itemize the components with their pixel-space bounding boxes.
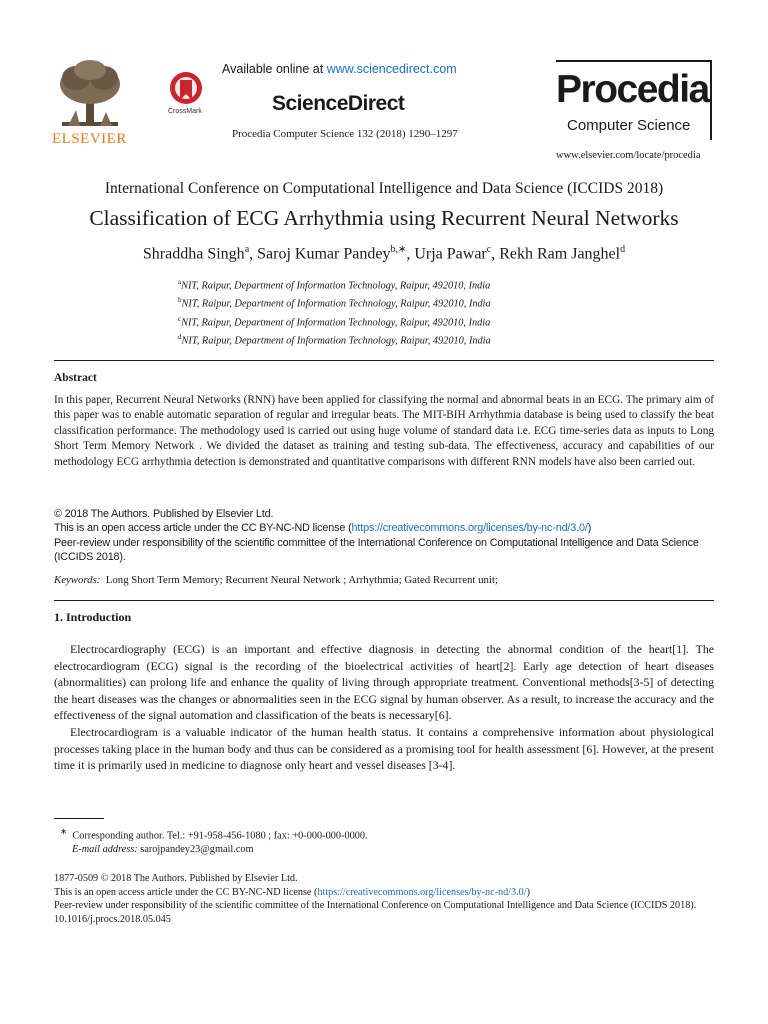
affiliation-list bbox=[178, 275, 491, 349]
author-affiliation-marker: d bbox=[620, 244, 626, 255]
bottom-license-suffix: ) bbox=[526, 886, 530, 898]
author-separator: , bbox=[406, 245, 415, 263]
keywords bbox=[54, 574, 498, 586]
bottom-license-prefix: This is an open access article under the CC BY-NC-ND license ( bbox=[54, 886, 318, 898]
license-line bbox=[54, 521, 716, 535]
email-line bbox=[60, 843, 368, 857]
abstract-heading: Abstract bbox=[54, 372, 97, 384]
affiliation-text: NIT, Raipur, Department of Information Technology, Raipur, 492010, India bbox=[181, 280, 491, 292]
author-name: Shraddha Singh bbox=[142, 245, 245, 263]
conference-name: International Conference on Computational Intelligence and Data Science (ICCIDS 2018) bbox=[104, 180, 664, 197]
author-list bbox=[0, 244, 768, 263]
affiliation bbox=[178, 293, 491, 311]
issn-line: 1877-0509 © 2018 The Authors. Published by Elsevier Ltd. bbox=[54, 873, 298, 884]
crossmark-label: CrossMark bbox=[168, 108, 202, 115]
affiliation bbox=[178, 312, 491, 330]
affiliation bbox=[178, 275, 491, 293]
author-affiliation-marker: b,∗ bbox=[390, 244, 407, 255]
email-address[interactable]: sarojpandey23@gmail.com bbox=[140, 844, 254, 856]
license-suffix: ) bbox=[587, 522, 592, 535]
available-online bbox=[222, 62, 457, 76]
author-name: Rekh Ram Janghel bbox=[499, 245, 621, 263]
affiliation-marker: a bbox=[178, 278, 182, 286]
header-divider bbox=[54, 360, 714, 361]
sciencedirect-link[interactable]: www.sciencedirect.com bbox=[326, 62, 457, 76]
license-link[interactable]: https://creativecommons.org/licenses/by-nc-nd/3.0/ bbox=[351, 522, 588, 535]
intro-paragraph: Electrocardiogram is a valuable indicator of the human health status. It contains a comprehensive information about physiological processes taking place in the human body and thus can be considered as a promising tool for health assessment [6]. However, at the present time it is primarily used in medicine to diagnose only heart and vessel diseases [3-4]. bbox=[54, 724, 714, 773]
introduction-body bbox=[54, 641, 714, 774]
journal-reference: Procedia Computer Science 132 (2018) 1290–1297 bbox=[232, 128, 458, 140]
elsevier-wordmark: ELSEVIER bbox=[52, 131, 127, 147]
copyright-line: © 2018 The Authors. Published by Elsevier Ltd. bbox=[54, 508, 274, 520]
license-prefix: This is an open access article under the CC BY-NC-ND license ( bbox=[54, 522, 352, 535]
affiliation-text: NIT, Raipur, Department of Information Technology, Raipur, 492010, India bbox=[181, 335, 491, 347]
author-name: Saroj Kumar Pandey bbox=[257, 245, 391, 263]
affiliation bbox=[178, 330, 491, 348]
author-name: Urja Pawar bbox=[414, 245, 487, 263]
affiliation-text: NIT, Raipur, Department of Information Technology, Raipur, 492010, India bbox=[181, 298, 491, 310]
paper-title: Classification of ECG Arrhythmia using Recurrent Neural Networks bbox=[89, 206, 679, 230]
doi[interactable]: 10.1016/j.procs.2018.05.045 bbox=[54, 913, 171, 925]
keywords-label: Keywords: bbox=[54, 574, 101, 586]
keywords-text: Long Short Term Memory; Recurrent Neural Network ; Arrhythmia; Gated Recurrent unit; bbox=[105, 574, 498, 586]
bottom-license-line bbox=[54, 886, 716, 900]
author-affiliation-marker: a bbox=[244, 244, 250, 255]
intro-paragraph: Electrocardiography (ECG) is an important and effective diagnosis in detecting the abnormal condition of the heart[1]. The electrocardiogram (ECG) signal is the recording of the bioelectrical activities of heart[2]. Early age detection of heart diseases (abnormalities) can prolong life and enhance the quality of living through appropriate treatment. Conventional methods[3-5] of detecting the heart diseases was the changes or abnormalities seen in the ECG signal by human observer. As a result, to increase the accuracy and the effectiveness of the signal automation and classification of the beats is necessary[6]. bbox=[54, 642, 714, 723]
copyright-block bbox=[54, 507, 716, 564]
abstract-divider bbox=[54, 600, 714, 601]
section-heading: 1. Introduction bbox=[54, 610, 132, 624]
peer-review-line: Peer-review under responsibility of the scientific committee of the International Conference on Computational Intelligence and Data Science (ICCIDS 2018). bbox=[54, 536, 699, 563]
footnote-rule bbox=[54, 818, 104, 819]
author-separator: , bbox=[249, 245, 258, 263]
author-separator: , bbox=[491, 245, 500, 263]
affiliation-text: NIT, Raipur, Department of Information Technology, Raipur, 492010, India bbox=[181, 317, 491, 329]
bottom-peer-review: Peer-review under responsibility of the scientific committee of the International Conference on Computational Intelligence and Data Science (ICCIDS 2018). bbox=[54, 900, 697, 912]
affiliation-marker: b bbox=[178, 296, 182, 305]
footnote bbox=[60, 824, 368, 857]
corresponding-author bbox=[60, 824, 368, 843]
journal-url[interactable]: www.elsevier.com/locate/procedia bbox=[556, 150, 701, 161]
abstract-text: In this paper, Recurrent Neural Networks (RNN) have been applied for classifying the normal and abnormal beats in an ECG. The primary aim of this paper was to enable automatic separation of regular and irregular beats. The MIT-BIH Arrhythmia database is being used to classify the beat classification performance. The methodology used is carried out using huge volume of standard data i.e. ECG time-series data as inputs to Long Short Term Memory Network . We divided the dataset as training and testing sub-data. The effectiveness, accuracy and capabilities of our methodology ECG arrhythmia detection is demonstrated and quantitative comparisons with different RNN models have also been carried out. bbox=[54, 394, 714, 468]
corresponding-text: Corresponding author. Tel.: +91-958-456-1080 ; fax: +0-000-000-0000. bbox=[72, 830, 368, 842]
author-affiliation-marker: c bbox=[486, 244, 492, 255]
email-label: E-mail address: bbox=[72, 844, 138, 856]
available-prefix: Available online at bbox=[222, 62, 327, 76]
affiliation-marker: c bbox=[178, 314, 182, 323]
bottom-matter bbox=[54, 872, 716, 926]
procedia-subtitle: Computer Science bbox=[567, 117, 691, 134]
sciencedirect-wordmark: ScienceDirect bbox=[272, 92, 405, 115]
affiliation-marker: d bbox=[178, 333, 182, 342]
bottom-license-link[interactable]: https://creativecommons.org/licenses/by-nc-nd/3.0/ bbox=[317, 886, 527, 898]
procedia-wordmark: Procedia bbox=[556, 68, 709, 111]
footnote-marker: ∗ bbox=[60, 826, 68, 836]
